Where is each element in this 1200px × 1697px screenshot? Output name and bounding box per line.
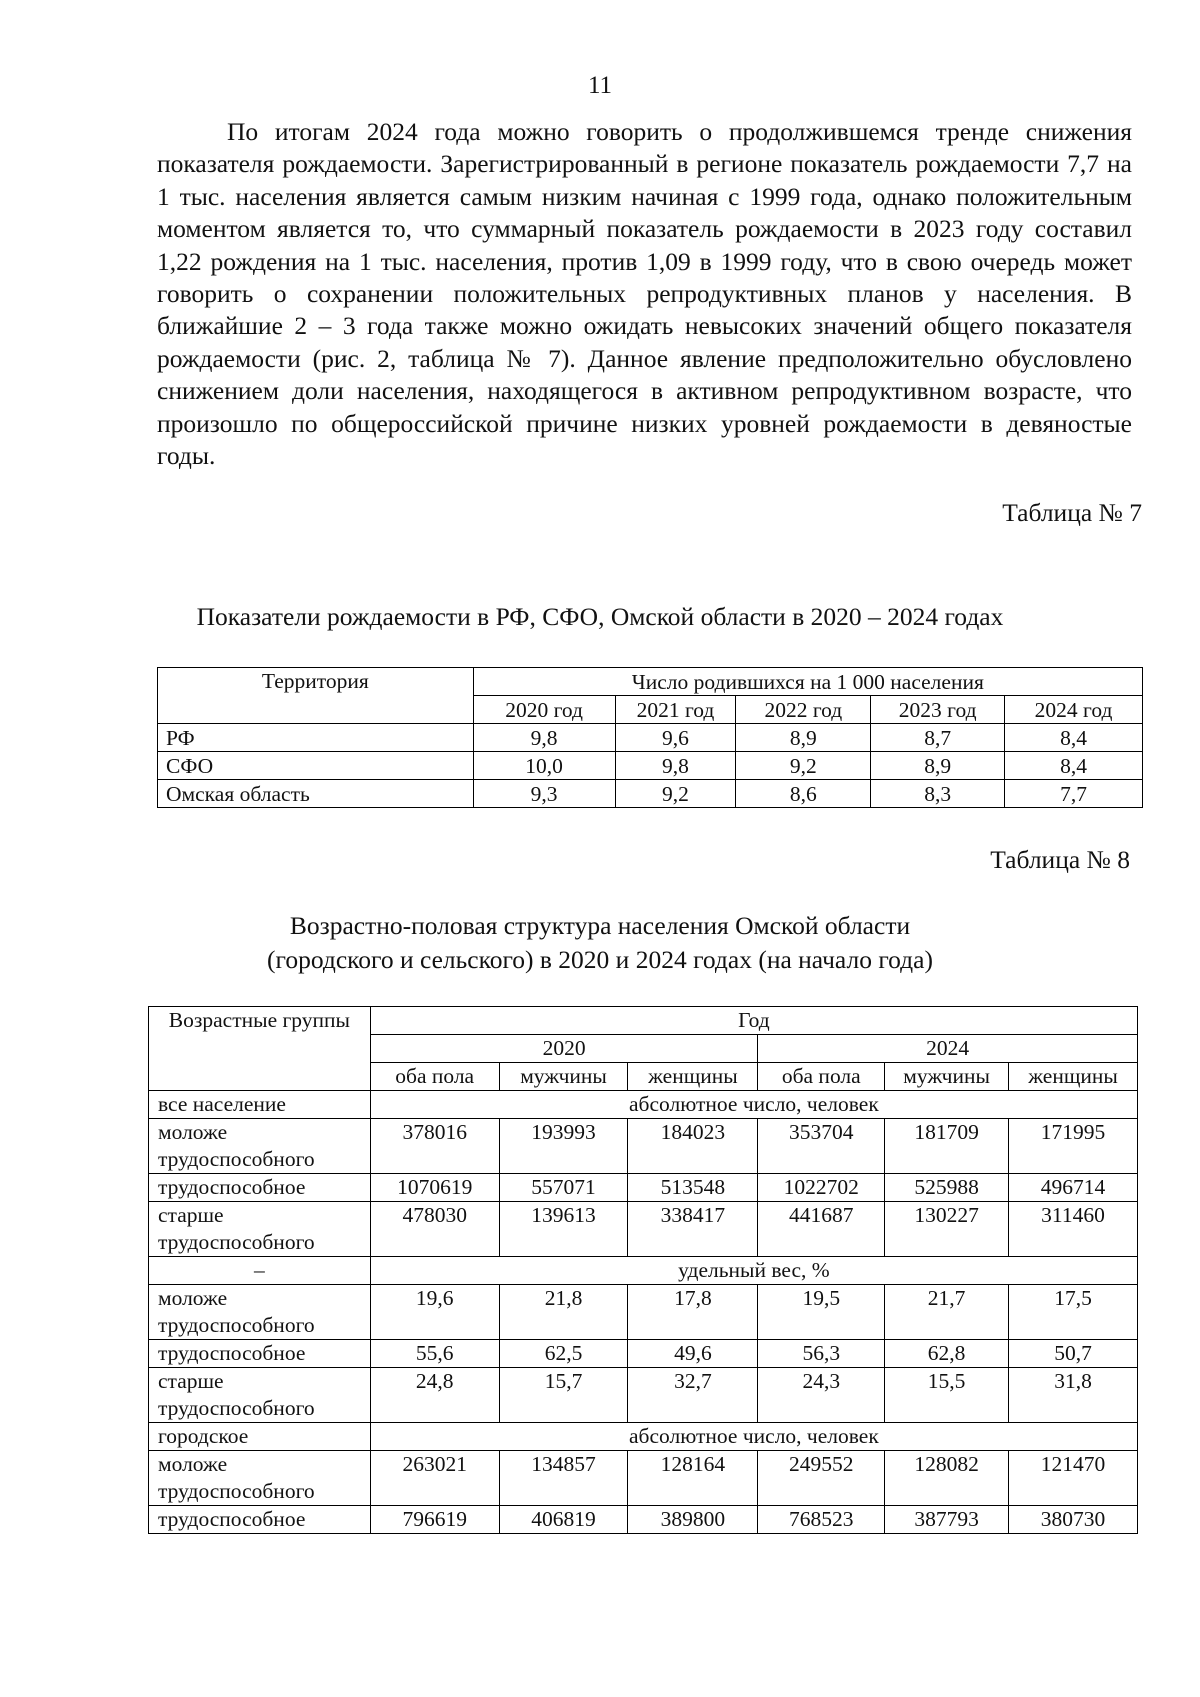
age-group-cell: трудоспособное	[149, 1506, 371, 1534]
value-cell: 19,6	[370, 1285, 499, 1340]
value-cell: 9,6	[615, 724, 736, 752]
value-cell: 50,7	[1009, 1340, 1138, 1368]
header-territory: Территория	[158, 668, 474, 724]
value-cell: 19,5	[758, 1285, 885, 1340]
value-cell: 338417	[628, 1202, 758, 1257]
value-cell: 1022702	[758, 1174, 885, 1202]
value-cell: 128164	[628, 1451, 758, 1506]
header-year: 2022 год	[736, 696, 871, 724]
section-label: городское	[149, 1423, 371, 1451]
value-cell: 406819	[499, 1506, 628, 1534]
header-sex: мужчины	[499, 1063, 628, 1091]
value-cell: 9,2	[736, 752, 871, 780]
header-births-per-1000: Число родившихся на 1 000 населения	[473, 668, 1142, 696]
age-group-cell: старше трудоспособного	[149, 1368, 371, 1423]
value-cell: 8,6	[736, 780, 871, 808]
age-sex-structure-table	[148, 1006, 1138, 1534]
value-cell: 7,7	[1005, 780, 1143, 808]
value-cell: 24,8	[370, 1368, 499, 1423]
header-sex: женщины	[1009, 1063, 1138, 1091]
section-row	[149, 1091, 1138, 1119]
value-cell: 139613	[499, 1202, 628, 1257]
value-cell: 181709	[885, 1119, 1009, 1174]
value-cell: 311460	[1009, 1202, 1138, 1257]
value-cell: 8,4	[1005, 752, 1143, 780]
table-row	[149, 1368, 1138, 1423]
value-cell: 557071	[499, 1174, 628, 1202]
value-cell: 8,3	[871, 780, 1005, 808]
value-cell: 17,8	[628, 1285, 758, 1340]
header-age-groups: Возрастные группы	[149, 1007, 371, 1091]
header-sex: мужчины	[885, 1063, 1009, 1091]
birth-rate-table	[157, 667, 1143, 808]
value-cell: 263021	[370, 1451, 499, 1506]
table8-label: Таблица № 8	[990, 845, 1130, 874]
value-cell: 31,8	[1009, 1368, 1138, 1423]
table-row	[149, 1202, 1138, 1257]
value-cell: 121470	[1009, 1451, 1138, 1506]
table-row	[158, 752, 1143, 780]
section-label: –	[149, 1257, 371, 1285]
value-cell: 8,4	[1005, 724, 1143, 752]
value-cell: 796619	[370, 1506, 499, 1534]
value-cell: 10,0	[473, 752, 615, 780]
value-cell: 353704	[758, 1119, 885, 1174]
section-label: все население	[149, 1091, 371, 1119]
value-cell: 1070619	[370, 1174, 499, 1202]
header-sex: женщины	[628, 1063, 758, 1091]
header-year-2020: 2020	[370, 1035, 758, 1063]
value-cell: 15,7	[499, 1368, 628, 1423]
value-cell: 441687	[758, 1202, 885, 1257]
value-cell: 9,2	[615, 780, 736, 808]
header-year-2024: 2024	[758, 1035, 1138, 1063]
value-cell: 55,6	[370, 1340, 499, 1368]
section-row	[149, 1257, 1138, 1285]
header-year: 2023 год	[871, 696, 1005, 724]
header-year-group: Год	[370, 1007, 1137, 1035]
value-cell: 184023	[628, 1119, 758, 1174]
value-cell: 62,8	[885, 1340, 1009, 1368]
table-row	[149, 1340, 1138, 1368]
value-cell: 9,3	[473, 780, 615, 808]
table8-title-line1: Возрастно-половая структура населения Омской области	[289, 911, 911, 940]
value-cell: 49,6	[628, 1340, 758, 1368]
value-cell: 496714	[1009, 1174, 1138, 1202]
value-cell: 193993	[499, 1119, 628, 1174]
territory-cell: Омская область	[158, 780, 474, 808]
value-cell: 380730	[1009, 1506, 1138, 1534]
header-sex: оба пола	[758, 1063, 885, 1091]
table7-title: Показатели рождаемости в РФ, СФО, Омской области в 2020 – 2024 годах	[196, 602, 1004, 631]
table-row	[149, 1285, 1138, 1340]
header-year: 2021 год	[615, 696, 736, 724]
territory-cell: СФО	[158, 752, 474, 780]
header-year: 2020 год	[473, 696, 615, 724]
value-cell: 8,7	[871, 724, 1005, 752]
age-group-cell: трудоспособное	[149, 1174, 371, 1202]
value-cell: 8,9	[871, 752, 1005, 780]
value-cell: 249552	[758, 1451, 885, 1506]
value-cell: 24,3	[758, 1368, 885, 1423]
value-cell: 32,7	[628, 1368, 758, 1423]
value-cell: 15,5	[885, 1368, 1009, 1423]
section-unit: удельный вес, %	[370, 1257, 1137, 1285]
age-group-cell: трудоспособное	[149, 1340, 371, 1368]
value-cell: 9,8	[615, 752, 736, 780]
value-cell: 62,5	[499, 1340, 628, 1368]
value-cell: 378016	[370, 1119, 499, 1174]
value-cell: 513548	[628, 1174, 758, 1202]
value-cell: 134857	[499, 1451, 628, 1506]
value-cell: 478030	[370, 1202, 499, 1257]
body-paragraph: По итогам 2024 года можно говорить о продолжившемся тренде снижения показателя рождаемости. Зарегистрированный в регионе показатель рождаемости 7,7 на 1 тыс. населения является самым низким начиная с 1999 года, однако положительным моментом является то, что суммарный показатель рождаемости в 2023 году составил 1,22 рождения на 1 тыс. населения, против 1,09 в 1999 году, что в свою очередь может говорить о сохранении положительных репродуктивных планов у населения. В ближайшие 2 – 3 года также можно ожидать невысоких значений общего показателя рождаемости (рис. 2, таблица № 7). Данное явление предположительно обусловлено снижением доли населения, находящегося в активном репродуктивном возрасте, что произошло по общероссийской причине низких уровней рождаемости в девяностые годы.	[157, 117, 1132, 471]
table8-title-line2: (городского и сельского) в 2020 и 2024 годах (на начало года)	[267, 945, 933, 974]
age-group-cell: моложе трудоспособного	[149, 1285, 371, 1340]
age-group-cell: моложе трудоспособного	[149, 1451, 371, 1506]
table-row	[158, 780, 1143, 808]
value-cell: 171995	[1009, 1119, 1138, 1174]
table-row	[149, 1451, 1138, 1506]
value-cell: 768523	[758, 1506, 885, 1534]
section-row	[149, 1423, 1138, 1451]
age-group-cell: старше трудоспособного	[149, 1202, 371, 1257]
header-sex: оба пола	[370, 1063, 499, 1091]
value-cell: 8,9	[736, 724, 871, 752]
header-year: 2024 год	[1005, 696, 1143, 724]
table7-label: Таблица № 7	[1002, 498, 1142, 527]
section-unit: абсолютное число, человек	[370, 1423, 1137, 1451]
value-cell: 128082	[885, 1451, 1009, 1506]
table-row	[149, 1506, 1138, 1534]
territory-cell: РФ	[158, 724, 474, 752]
value-cell: 525988	[885, 1174, 1009, 1202]
page-number: 11	[587, 72, 613, 99]
section-unit: абсолютное число, человек	[370, 1091, 1137, 1119]
table-row	[149, 1174, 1138, 1202]
value-cell: 56,3	[758, 1340, 885, 1368]
value-cell: 9,8	[473, 724, 615, 752]
value-cell: 387793	[885, 1506, 1009, 1534]
value-cell: 21,7	[885, 1285, 1009, 1340]
age-group-cell: моложе трудоспособного	[149, 1119, 371, 1174]
value-cell: 130227	[885, 1202, 1009, 1257]
value-cell: 21,8	[499, 1285, 628, 1340]
table-row	[158, 724, 1143, 752]
value-cell: 17,5	[1009, 1285, 1138, 1340]
value-cell: 389800	[628, 1506, 758, 1534]
table-row	[149, 1119, 1138, 1174]
